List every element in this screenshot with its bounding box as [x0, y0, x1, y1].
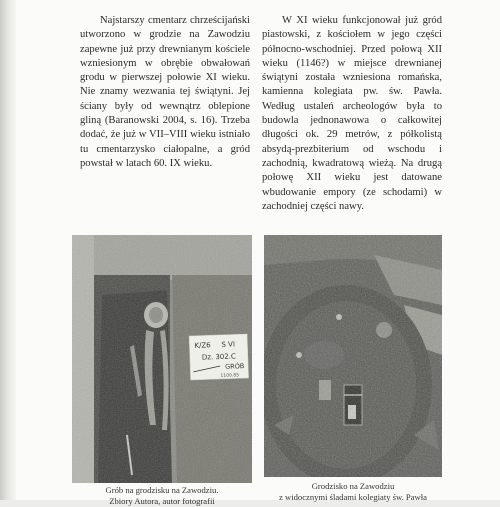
paragraph-collegiate-church: W XI wieku funkcjonował już gród piastowski, z kościołem w jego części północno-wschodniej. Przed połową XII wieku (1146?) w miejsce drewnianej świątyni została wzniesiona romańska, kamienna kolegiata pw. św. Pawła. Według ustaleń archeologów była to budowla jednonawowa o całkowitej długości ok. 29 metrów, z półkolistą absydą-prezbiterium od wschodu i zachodnią, kwadratową wieżą. Na drugą połowę XII wieku jest datowane wbudowanie empory (ze schodami) w zachodniej części nawy.	[262, 15, 442, 212]
paragraph-cemetery: Najstarszy cmentarz chrześcijański utworzono w grodzie na Zawodziu zapewne już przy drewnianym kościele wzniesionym w obrębie obwałowań grodu w pierwszej połowie XI wieku. Nie znamy wezwania tej świątyni. Jej ściany były od wewnątrz oblepione gliną (Baranowski 2004, s. 16). Trzeba dodać, że już w VII–VIII wieku istniało tu cmentarzysko ciałopalne, a gród powstał w latach 60. IX wieku.	[80, 15, 250, 169]
card-text-site: K/Z6	[194, 341, 211, 350]
card-text-grave: GRÓB	[225, 362, 245, 371]
book-spine-shadow	[0, 0, 16, 500]
card-text-date: 1100.85	[220, 373, 240, 379]
caption-grave-line2: Zbiory Autora, autor fotografii	[109, 496, 215, 506]
caption-hillfort-line2: z widocznymi śladami kolegiaty św. Pawła	[279, 492, 427, 502]
card-text-plot: Dz. 302.C	[201, 352, 236, 362]
caption-hillfort-line1: Grodzisko na Zawodziu	[311, 481, 395, 491]
text-column-left	[80, 14, 250, 171]
grave-excavation-photo	[72, 235, 252, 483]
hillfort-aerial-photo	[264, 235, 442, 477]
caption-grave-photo	[72, 485, 252, 507]
caption-grave-line1: Grób na grodzisku na Zawodziu.	[105, 485, 219, 495]
card-text-sector: S VI	[221, 340, 236, 349]
text-column-right	[262, 14, 442, 214]
